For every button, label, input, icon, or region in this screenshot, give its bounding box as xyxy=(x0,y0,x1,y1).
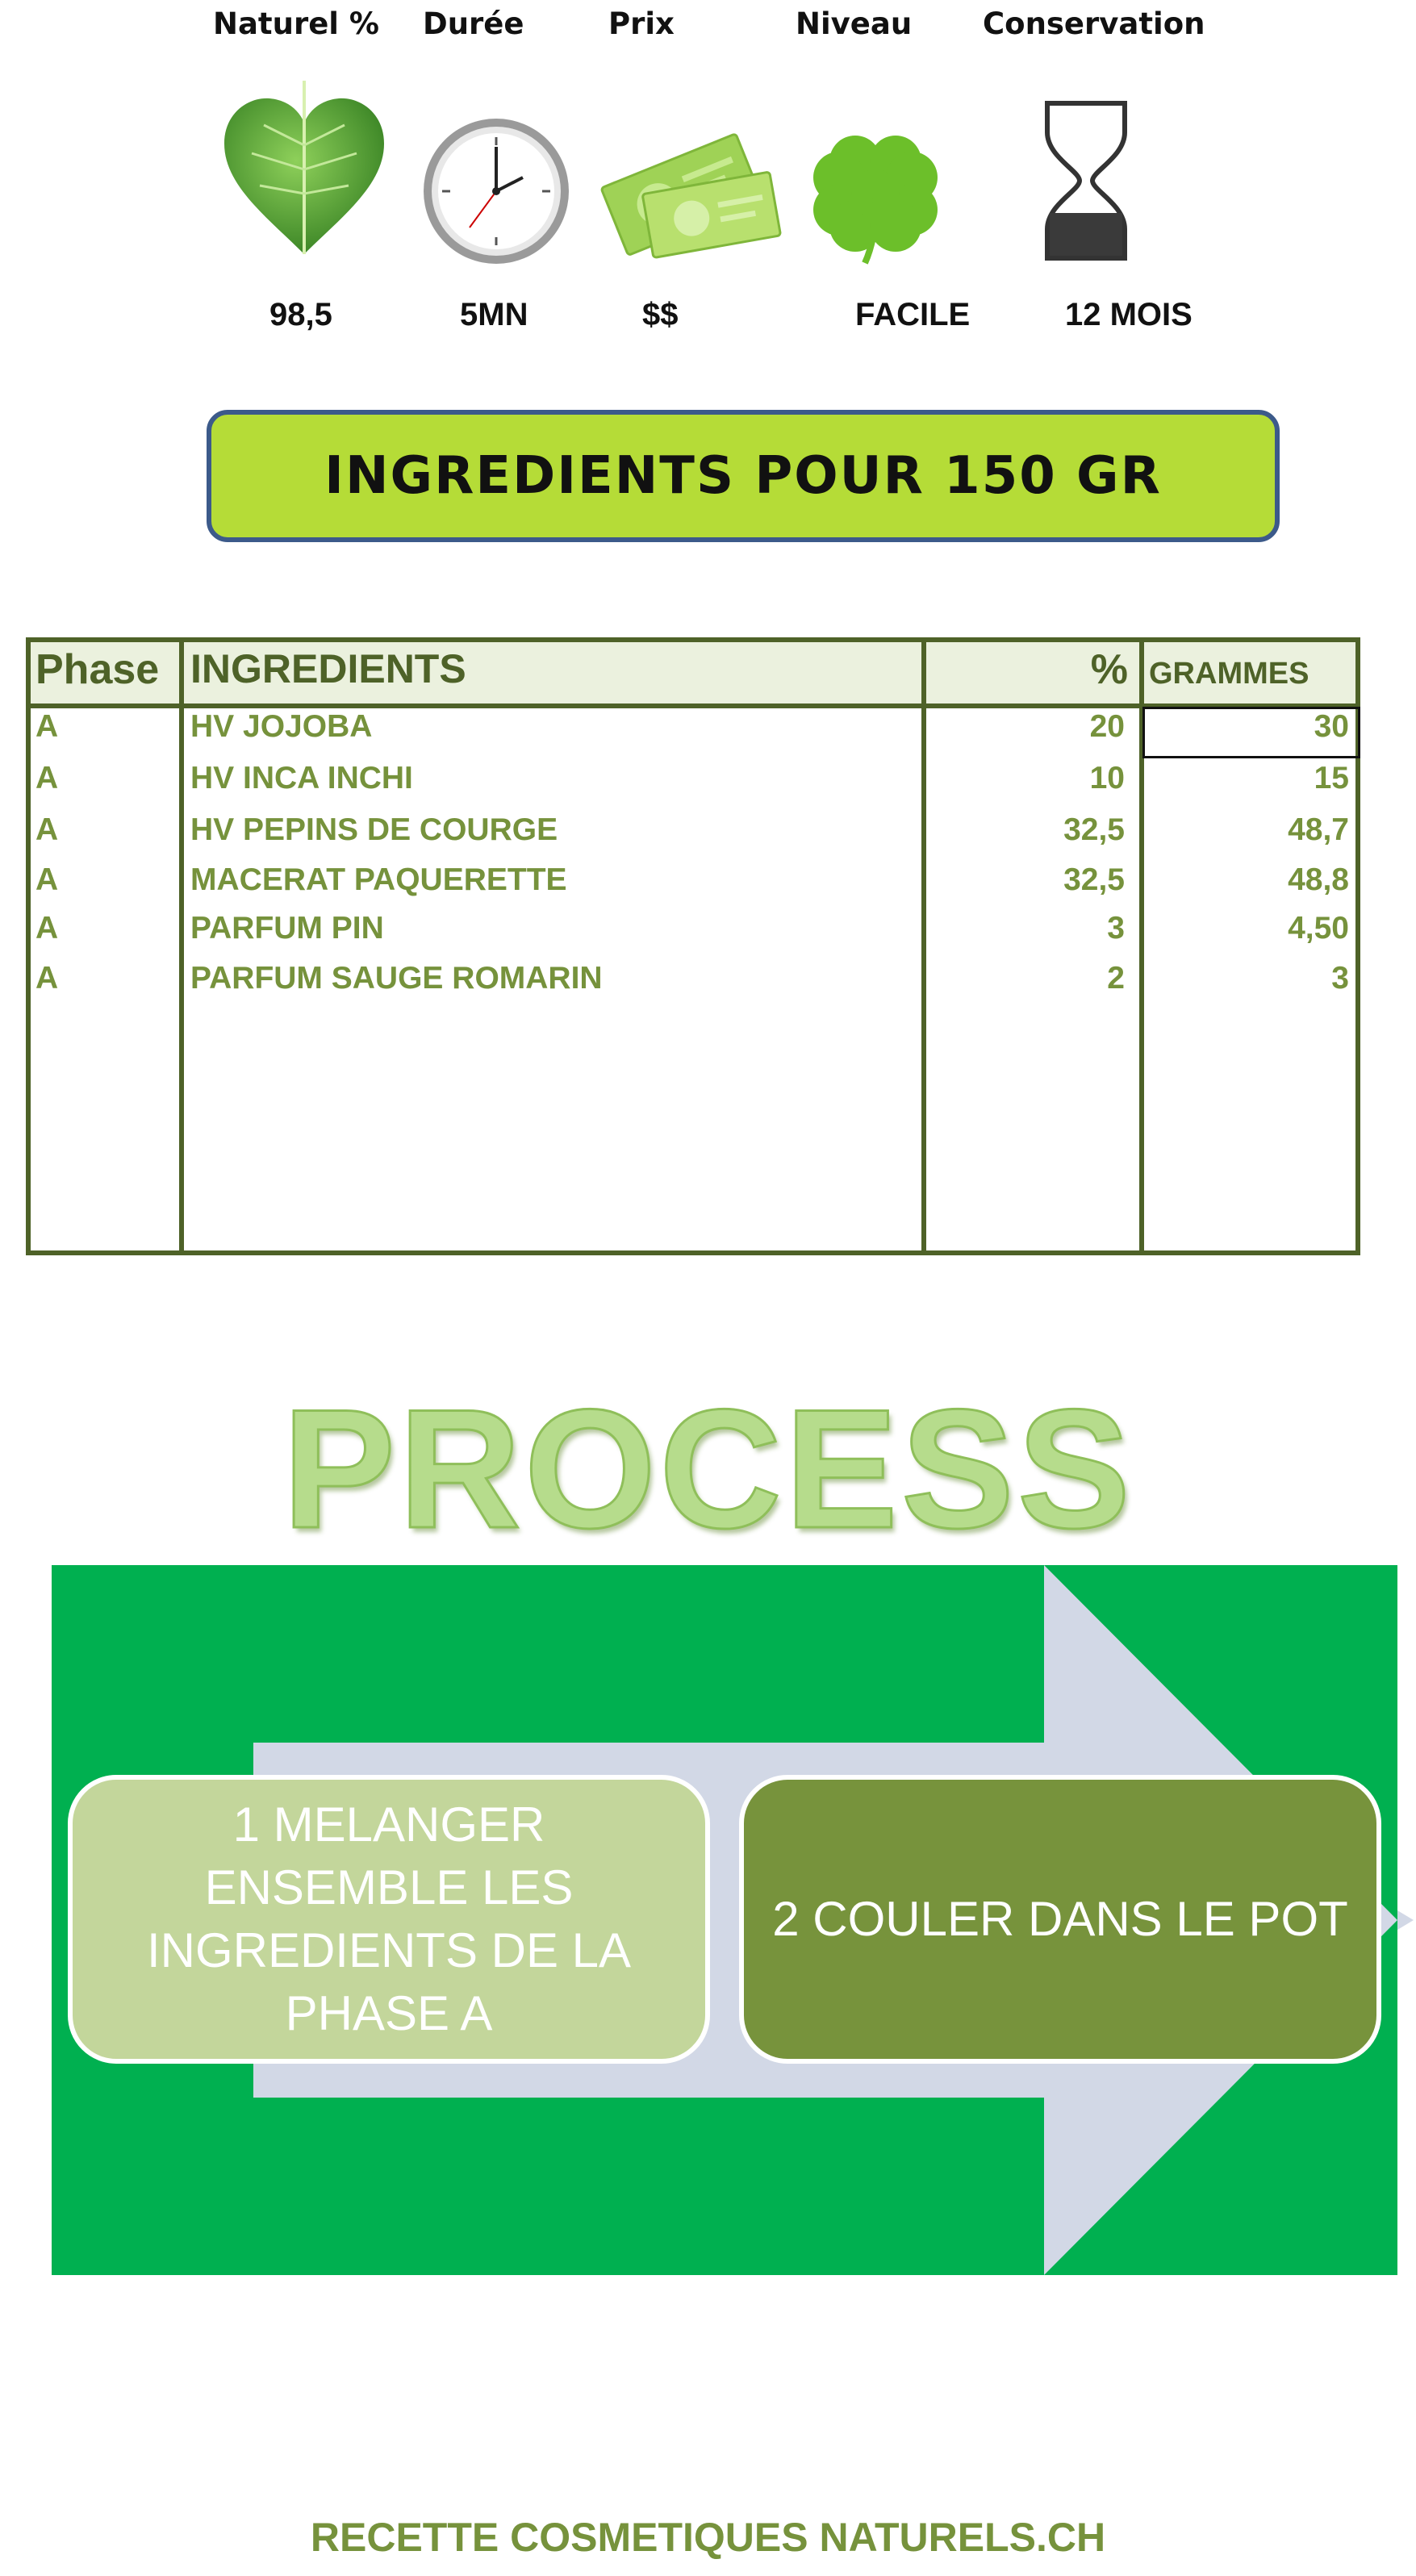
table-cell-phase: A xyxy=(36,709,59,744)
stat-label-naturel: Naturel % xyxy=(213,6,379,41)
table-cell-percent: 2 xyxy=(1107,961,1125,996)
table-header-grams: GRAMMES xyxy=(1149,657,1309,691)
process-step-2 xyxy=(739,1775,1381,2064)
clock-icon xyxy=(420,115,573,268)
table-col-divider xyxy=(179,637,184,1255)
process-step-1 xyxy=(68,1775,710,2064)
table-cell-ingredient: HV PEPINS DE COURGE xyxy=(190,812,558,847)
table-cell-ingredient: PARFUM SAUGE ROMARIN xyxy=(190,961,603,996)
table-cell-percent: 20 xyxy=(1089,709,1125,744)
hourglass-icon xyxy=(1036,100,1136,261)
clover-icon xyxy=(799,121,952,266)
table-col-divider xyxy=(921,637,926,1255)
stat-value-naturel: 98,5 xyxy=(269,297,332,332)
table-cell-ingredient: PARFUM PIN xyxy=(190,911,384,946)
heart-leaf-icon xyxy=(219,81,389,258)
stat-label-prix: Prix xyxy=(608,6,675,41)
table-header-percent: % xyxy=(1090,646,1128,693)
process-title: PROCESS xyxy=(282,1374,1134,1564)
table-cell-phase: A xyxy=(36,812,59,847)
stat-label-duree: Durée xyxy=(423,6,524,41)
table-cell-ingredient: MACERAT PAQUERETTE xyxy=(190,862,567,897)
table-cell-grams: 30 xyxy=(1314,709,1349,744)
stat-label-niveau: Niveau xyxy=(796,6,913,41)
banner-title: INGREDIENTS POUR 150 GR xyxy=(324,446,1162,506)
stat-value-conservation: 12 MOIS xyxy=(1065,297,1193,332)
table-cell-grams: 4,50 xyxy=(1288,911,1349,946)
money-icon xyxy=(591,127,783,263)
table-cell-percent: 3 xyxy=(1107,911,1125,946)
process-step-2-text: 2 COULER DANS LE POT xyxy=(772,1892,1348,1946)
table-cell-phase: A xyxy=(36,862,59,897)
ingredients-banner xyxy=(207,410,1280,542)
table-cell-phase: A xyxy=(36,761,59,795)
stat-value-prix: $$ xyxy=(642,297,679,332)
table-cell-grams: 15 xyxy=(1314,761,1349,795)
stat-value-niveau: FACILE xyxy=(855,297,971,332)
stat-label-conservation: Conservation xyxy=(983,6,1205,41)
table-cell-phase: A xyxy=(36,961,59,996)
table-cell-grams: 3 xyxy=(1331,961,1349,996)
table-cell-phase: A xyxy=(36,911,59,946)
ingredients-table xyxy=(26,637,1360,1255)
table-cell-grams: 48,7 xyxy=(1288,812,1349,847)
stat-value-duree: 5MN xyxy=(460,297,528,332)
table-cell-percent: 32,5 xyxy=(1063,812,1125,847)
table-header-phase: Phase xyxy=(36,646,160,693)
table-cell-ingredient: HV JOJOBA xyxy=(190,709,373,744)
table-cell-grams: 48,8 xyxy=(1288,862,1349,897)
footer-brand: RECETTE COSMETIQUES NATURELS.CH xyxy=(310,2515,1106,2560)
table-cell-percent: 10 xyxy=(1089,761,1125,795)
process-step-1-text: 1 MELANGER ENSEMBLE LES INGREDIENTS DE LA PHASE A xyxy=(146,1797,632,2040)
table-cell-percent: 32,5 xyxy=(1063,862,1125,897)
table-cell-ingredient: HV INCA INCHI xyxy=(190,761,413,795)
table-header-ingredients: INGREDIENTS xyxy=(190,646,466,691)
